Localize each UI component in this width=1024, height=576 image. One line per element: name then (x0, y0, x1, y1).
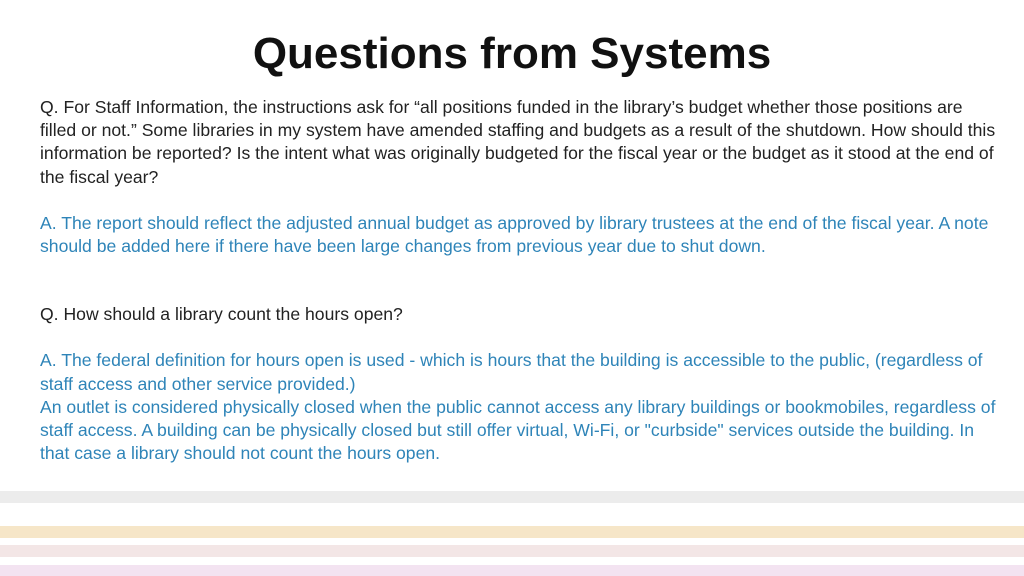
page-title: Questions from Systems (252, 29, 772, 78)
question-staff-information: Q. For Staff Information, the instructions ask for “all positions funded in the library’s budget whether those positions are filled or not.” Some libraries in my system have amended staffing and budgets as a result of the shutdown. How should this information be reported? Is the intent what was originally budgeted for the fiscal year or the budget as it stood at the end of the fiscal year? (40, 97, 996, 187)
answer-hours-open-detail: An outlet is considered physically closed when the public cannot access any library buildings or bookmobiles, regardless of staff access. A building can be physically closed but still offer virtual, Wi-Fi, or "curbside" services outside the building. In that case a library should not count the hours open. (40, 396, 996, 464)
decorative-stripe (0, 491, 1024, 503)
decorative-stripe (0, 526, 1024, 538)
spacer (40, 189, 1000, 212)
decorative-stripe (0, 565, 1024, 576)
question-hours-open: Q. How should a library count the hours open? (40, 304, 403, 325)
decorative-stripe (0, 545, 1024, 557)
answer-hours-open: A. The federal definition for hours open is used - which is hours that the building is accessible to the public, (regardless of staff access and other service provided.) (40, 350, 983, 394)
qa-content (40, 96, 1000, 465)
answer-staff-information: A. The report should reflect the adjusted annual budget as approved by library trustees at the end of the fiscal year. A note should be added here if there have been large changes from previous year due to shut down. (40, 212, 989, 257)
spacer (40, 258, 1000, 303)
spacer (40, 326, 1000, 349)
